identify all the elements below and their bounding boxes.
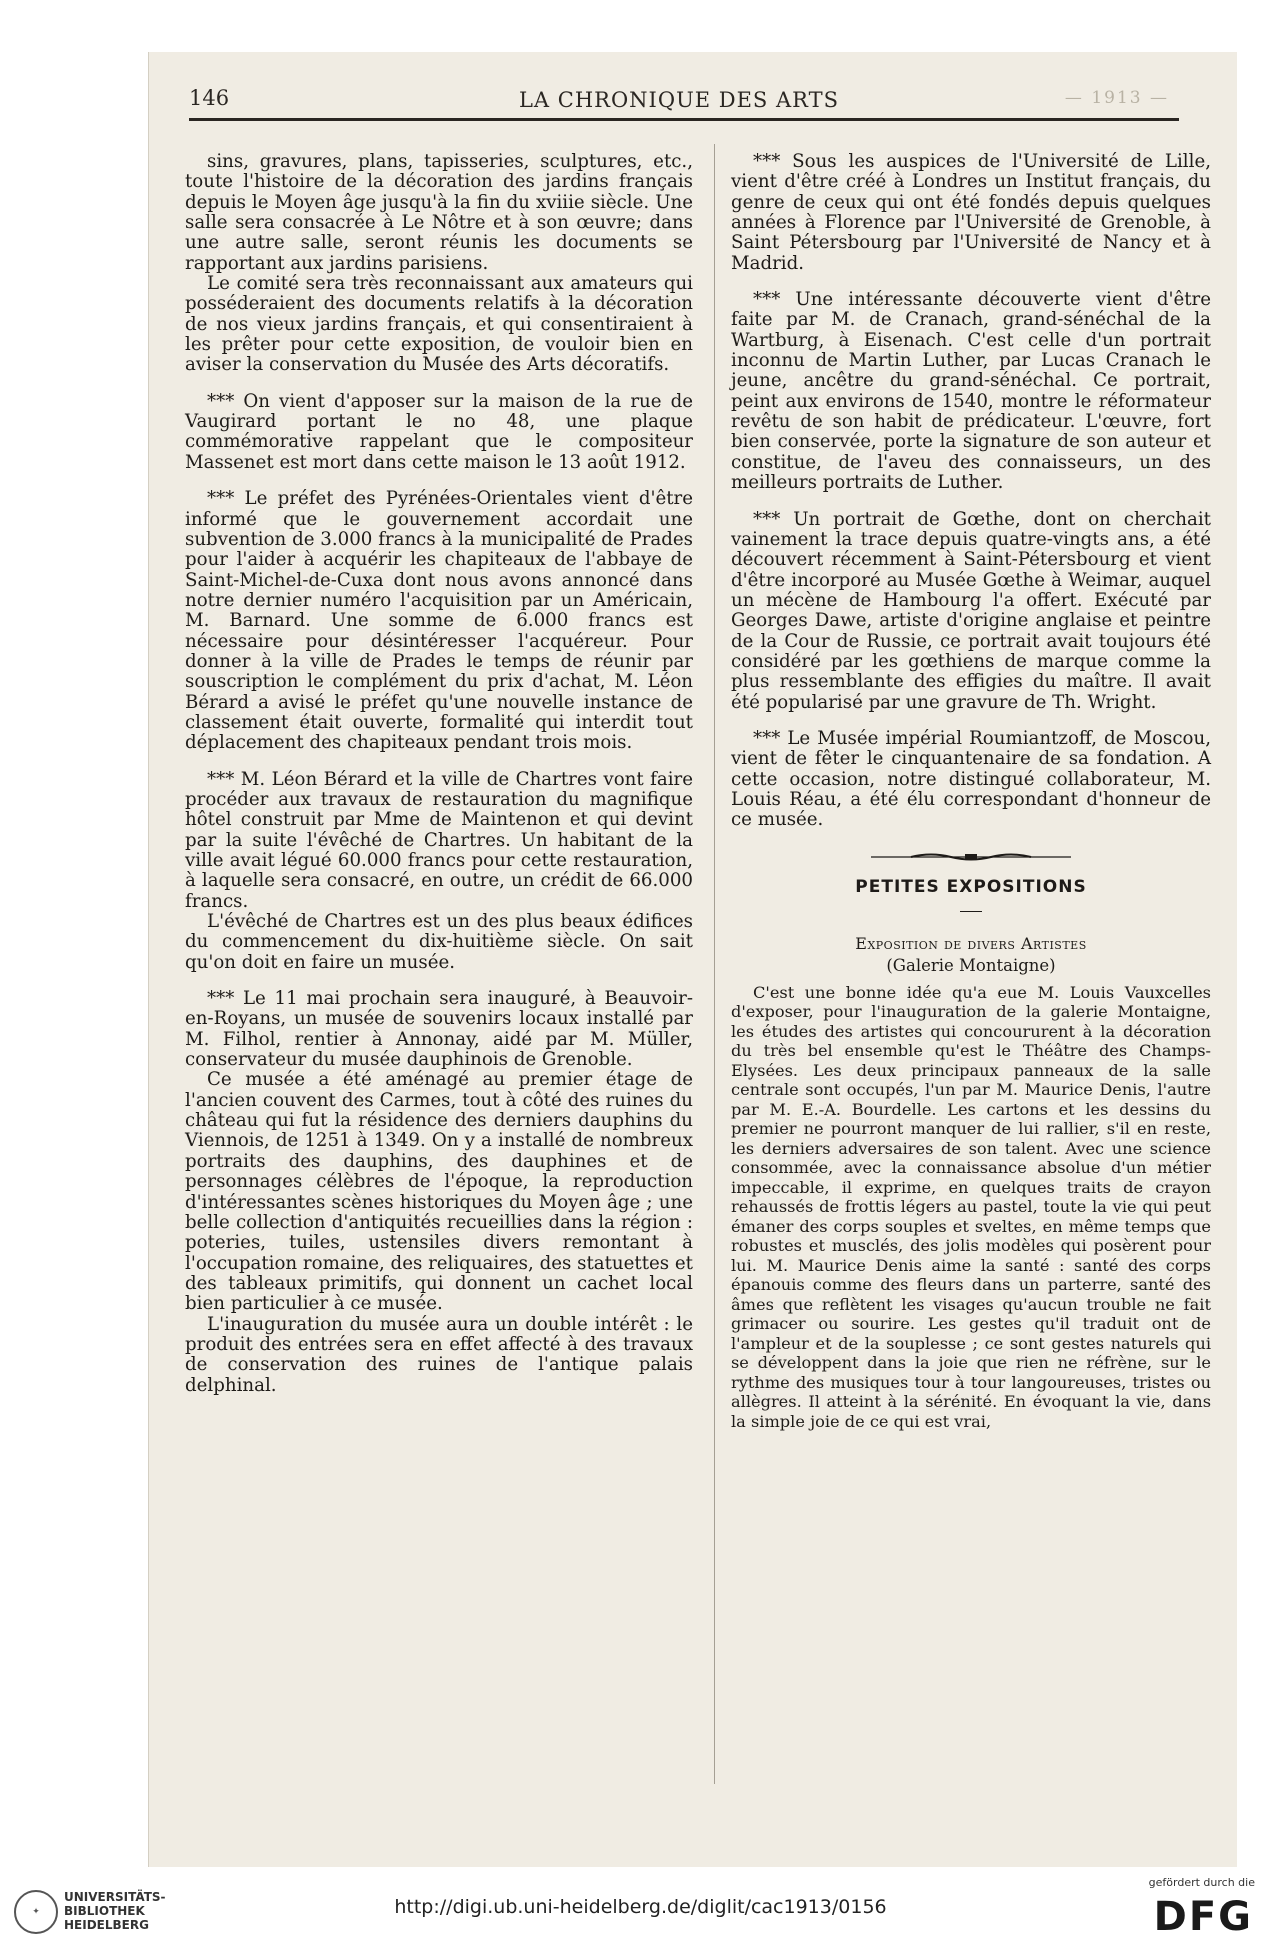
news-item: *** On vient d'apposer sur la maison de la rue de Vaugirard portant le no 48, une plaque commémorative rappelant que le compositeur Massenet est mort dans cette maison le 13 août 1912. bbox=[185, 390, 693, 473]
header-date: — 1913 — bbox=[1064, 88, 1169, 108]
news-item: *** Le préfet des Pyrénées-Orientales vient d'être informé que le gouvernement accordait une subvention de 3.000 francs à la municipalité de Prades pour l'aider à acquérir les chapiteaux de l'abbaye de Saint-Michel-de-Cuxa dont nous avons annoncé dans notre dernier numéro l'acquisition par un Américain, M. Barnard. Une somme de 6.000 francs est nécessaire pour désintéresser l'acquéreur. Pour donner à la ville de Prades le temps de réunir par souscription le complément du prix d'achat, M. Léon Bérard a avisé le préfet qu'une nouvelle instance de classement était ouverte, formalité qui interdit tout déplacement des chapiteaux pendant trois mois. bbox=[185, 488, 693, 754]
left-column bbox=[185, 152, 693, 1396]
scanned-page bbox=[148, 52, 1237, 1867]
right-column bbox=[731, 152, 1211, 1431]
paragraph: Ce musée a été aménagé au premier étage de l'ancien couvent des Carmes, tout à côté des ruines du château qui fut la résidence des derniers dauphins du Viennois, de 1251 à 1349. On y a installé de nombreux portraits des dauphins, des dauphines et de personnages célèbres de l'époque, la reproduction d'intéressantes scènes historiques du Moyen âge ; une belle collection d'antiquités recueillies dans la région : poteries, tuiles, ustensiles divers remontant à l'occupation romaine, des reliquaires, des statuettes et des tableaux primitifs, qui donnent un cachet local bien particulier à ce musée. bbox=[185, 1069, 693, 1315]
paragraph: sins, gravures, plans, tapisseries, sculptures, etc., toute l'histoire de la décoration des jardins français depuis le Moyen âge jusqu'à la fin du xviiie siècle. Une salle sera consacrée à Le Nôtre et à son œuvre; dans une autre salle, seront réunis les documents se rapportant aux jardins parisiens. bbox=[185, 151, 693, 274]
news-item: *** M. Léon Bérard et la ville de Chartres vont faire procéder aux travaux de restauration du magnifique hôtel construit par Mme de Maintenon et qui devint par la suite l'évêché de Chartres. Un habitant de la ville avait légué 60.000 francs pour cette restauration, à laquelle sera consacré, en outre, un crédit de 66.000 francs. bbox=[185, 768, 693, 912]
page-number: 146 bbox=[189, 86, 230, 110]
university-seal-icon: ✦ bbox=[14, 1890, 58, 1934]
exhibition-venue: (Galerie Montaigne) bbox=[886, 956, 1056, 976]
dfg-logo: DFG bbox=[1153, 1894, 1253, 1940]
source-url-link[interactable]: http://digi.ub.uni-heidelberg.de/diglit/cac1913/0156 bbox=[394, 1896, 887, 1918]
news-item: *** Le 11 mai prochain sera inauguré, à Beauvoir-en-Royans, un musée de souvenirs locaux installé par M. Filhol, rentier à Annonay, aidé par M. Müller, conservateur du musée dauphinois de Grenoble. bbox=[185, 988, 693, 1071]
news-item: *** Un portrait de Gœthe, dont on cherchait vainement la trace depuis quatre-vingts ans, a été découvert récemment à Saint-Pétersbourg et vient d'être incorporé au Musée Gœthe à Weimar, auquel un mécène de Hambourg l'a offert. Exécuté par Georges Dawe, artiste d'origine anglaise et peintre de la Cour de Russie, ce portrait avait toujours été considéré par les gœthiens de marque comme la plus ressemblante des effigies du maître. Il avait été popularisé par une gravure de Th. Wright. bbox=[731, 508, 1211, 713]
section-title: PETITES EXPOSITIONS bbox=[855, 876, 1087, 897]
exhibition-title: Exposition de divers Artistes bbox=[855, 934, 1087, 953]
journal-title: LA CHRONIQUE DES ARTS bbox=[518, 88, 839, 112]
exhibition-review: C'est une bonne idée qu'a eue M. Louis Vauxcelles d'exposer, pour l'inauguration de la galerie Montaigne, les études des artistes qui concoururent à la décoration du très bel ensemble qu'est le Théâtre des Champs-Elysées. Les deux principaux panneaux de la salle centrale sont occupés, l'un par M. Maurice Denis, l'autre par M. E.-A. Bourdelle. Les cartons et les dessins du premier ne pourront manquer de lui rallier, s'il en reste, les derniers adversaires de son talent. Avec une science consommée, avec la connaissance absolue d'un métier impeccable, il exprime, en quelques traits de crayon rehaussés de frottis légers au pastel, toute la vie qui peut émaner des corps souples et sveltes, en même temps que robustes et musclés, des jolis modèles qui posèrent pour lui. M. Maurice Denis aime la santé : santé des corps épanouis comme des fleurs dans un parterre, santé des âmes que reflètent les visages qu'aucun trouble ne fait grimacer ou sourire. Les gestes qu'il traduit ont de l'ampleur et de la souplesse ; ce sont gestes naturels qui se développent dans la joie que rien ne réfrène, sur le rythme des musiques tour à tour langoureuses, tristes ou allègres. Il atteint à la sérénité. En évoquant la vie, dans la simple joie de ce qui est vrai, bbox=[731, 982, 1211, 1431]
decorative-rule-ornament bbox=[731, 849, 1211, 863]
section-dash bbox=[960, 911, 982, 912]
news-item: *** Une intéressante découverte vient d'être faite par M. de Cranach, grand-sénéchal de la Wartburg, à Eisenach. C'est celle d'un portrait inconnu de Martin Luther, par Lucas Cranach le jeune, ancêtre du grand-sénéchal. Ce portrait, peint aux environs de 1540, montre le réformateur revêtu de son habit de prédicateur. L'œuvre, fort bien conservée, porte la signature de son auteur et constitue, de l'aveu des connaisseurs, un des meilleurs portraits de Luther. bbox=[731, 289, 1211, 494]
library-name: UNIVERSITÄTS- BIBLIOTHEK HEIDELBERG bbox=[64, 1890, 166, 1932]
column-divider bbox=[714, 144, 715, 1784]
header-rule bbox=[189, 118, 1179, 121]
news-item: *** Sous les auspices de l'Université de Lille, vient d'être créé à Londres un Institut français, du genre de ceux qui ont été fondés depuis quelques années à Florence par l'Université de Grenoble, à Saint Pétersbourg par l'Université de Nancy et à Madrid. bbox=[731, 151, 1211, 274]
page-header bbox=[189, 80, 1169, 110]
news-item: *** Le Musée impérial Roumiantzoff, de Moscou, vient de fêter le cinquantenaire de sa fondation. A cette occasion, notre distingué collaborateur, M. Louis Réau, a été élu correspondant d'honneur de ce musée. bbox=[731, 727, 1211, 831]
paragraph: L'évêché de Chartres est un des plus beaux édifices du commencement du dix-huitième siècle. On sait qu'on doit en faire un musée. bbox=[185, 911, 693, 973]
footer bbox=[0, 1868, 1281, 1955]
funding-note: gefördert durch die bbox=[1148, 1876, 1255, 1889]
paragraph: L'inauguration du musée aura un double intérêt : le produit des entrées sera en effet affecté à des travaux de conservation des ruines de l'antique palais delphinal. bbox=[185, 1313, 693, 1396]
paragraph: Le comité sera très reconnaissant aux amateurs qui posséderaient des documents relatifs à la décoration de nos vieux jardins français, et qui consentiraient à les prêter pour cette exposition, de vouloir bien en aviser la conservation du Musée des Arts décoratifs. bbox=[185, 273, 693, 376]
